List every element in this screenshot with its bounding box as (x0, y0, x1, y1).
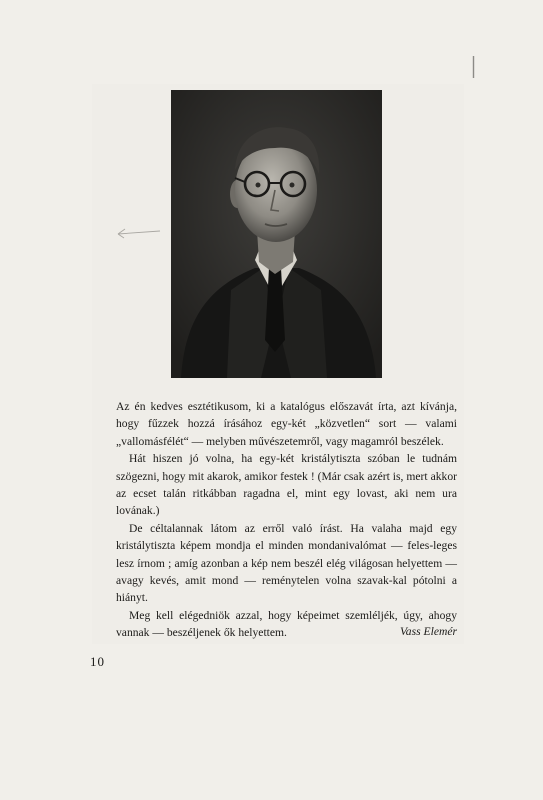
portrait-photo (171, 90, 382, 378)
pencil-arrow-mark (114, 222, 164, 240)
pencil-mark (472, 56, 475, 78)
body-text (116, 398, 457, 642)
paragraph: Meg kell elégedniök azzal, hogy képeimet szemléljék, úgy, ahogy vannak — beszéljenek ők helyettem. (116, 608, 457, 640)
author-signature: Vass Elemér (400, 625, 457, 638)
paragraph: Az én kedves esztétikusom, ki a katalógus előszavát írta, azt kívánja, hogy fűzzek hozzá írásához egy-két „közvetlen“ sort — valami „vallomásfélét“ — melyben művészetemről, vagy magamról beszélek. (116, 400, 457, 448)
paragraph: De céltalannak látom az erről való írást. Ha valaha majd egy kristálytiszta képem mondja el minden mondanivalómat — feles-leges lesz írnom ; amíg azonban a kép nem beszél elég világosan helyettem — avagy kevés, amit mond — reménytelen volna szavak-kal pótolni a hiányt. (116, 521, 457, 605)
page-number: 10 (90, 654, 105, 669)
paragraph: Hát hiszen jó volna, ha egy-két kristálytiszta szóban le tudnám szögezni, hogy mit akarok, amikor festek ! (Már csak azért is, mert akkor az ecset talán ritkábban ragadna el, mint egy lovast, aki nem ura lovának.) (116, 452, 457, 518)
